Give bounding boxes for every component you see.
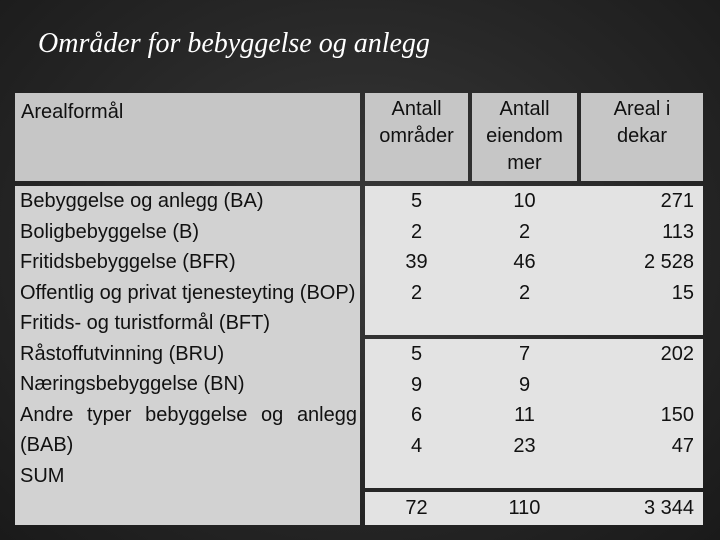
value-cell: 5 [410,343,423,365]
value-cell: 46 [513,251,536,273]
areal-column [581,339,698,461]
value-cell: 9 [518,373,531,396]
value-cell: 6 [410,404,423,426]
value-cell: 150 [660,404,694,426]
label-column [15,186,360,525]
value-cell: 23 [513,434,536,457]
header-antall-eiendommer: Antall eiendom mer [472,93,577,181]
value-cell: 11 [514,404,535,426]
value-cell: 2 [518,220,531,243]
value-cell: 2 [410,281,423,304]
value-cell: 271 [660,190,694,212]
sum-areal: 3 344 [643,497,694,519]
value-cell: 2 528 [643,251,694,273]
value-cell: 2 [518,281,531,304]
antall-omrader-column [365,339,468,461]
row-label: Offentlig og privat tjenesteyting (BOP) [20,281,356,304]
areal-column [581,186,698,308]
sum-antall-omrader: 72 [405,497,428,519]
value-cell: 47 [671,434,694,457]
sum-antall-eiendommer: 110 [508,497,541,519]
row-label-sum: SUM [20,464,65,487]
value-cell: 4 [410,434,423,457]
area-table [15,93,703,525]
row-label: Fritidsbebyggelse (BFR) [20,251,236,273]
value-cell: 9 [410,373,423,396]
value-cell [581,370,694,401]
header-areal: Areal i dekar [581,93,703,181]
value-cell: 2 [410,220,423,243]
header-antall-omrader: Antall områder [365,93,468,181]
value-cell: 15 [671,281,694,304]
row-label: Fritids- og turistformål (BFT) [20,312,271,334]
row-label: Andre typer bebyggelse og anlegg (BAB) [20,403,357,456]
row-label: Næringsbebyggelse (BN) [20,373,245,395]
value-cell: 202 [660,343,694,365]
row-label: Bebyggelse og anlegg (BA) [20,190,264,212]
value-cell: 10 [513,190,536,212]
row-label: Råstoffutvinning (BRU) [20,342,225,365]
value-cell: 39 [405,251,428,273]
slide-title: Områder for bebyggelse og anlegg [38,28,430,59]
value-cell: 7 [518,343,531,365]
antall-eiendommer-column [472,186,577,308]
value-cell: 5 [410,190,423,212]
value-cell: 113 [662,220,694,243]
antall-omrader-column [365,186,468,308]
header-arealformal: Arealformål [15,93,360,181]
row-label: Boligbebyggelse (B) [20,220,199,243]
antall-eiendommer-column [472,339,577,461]
